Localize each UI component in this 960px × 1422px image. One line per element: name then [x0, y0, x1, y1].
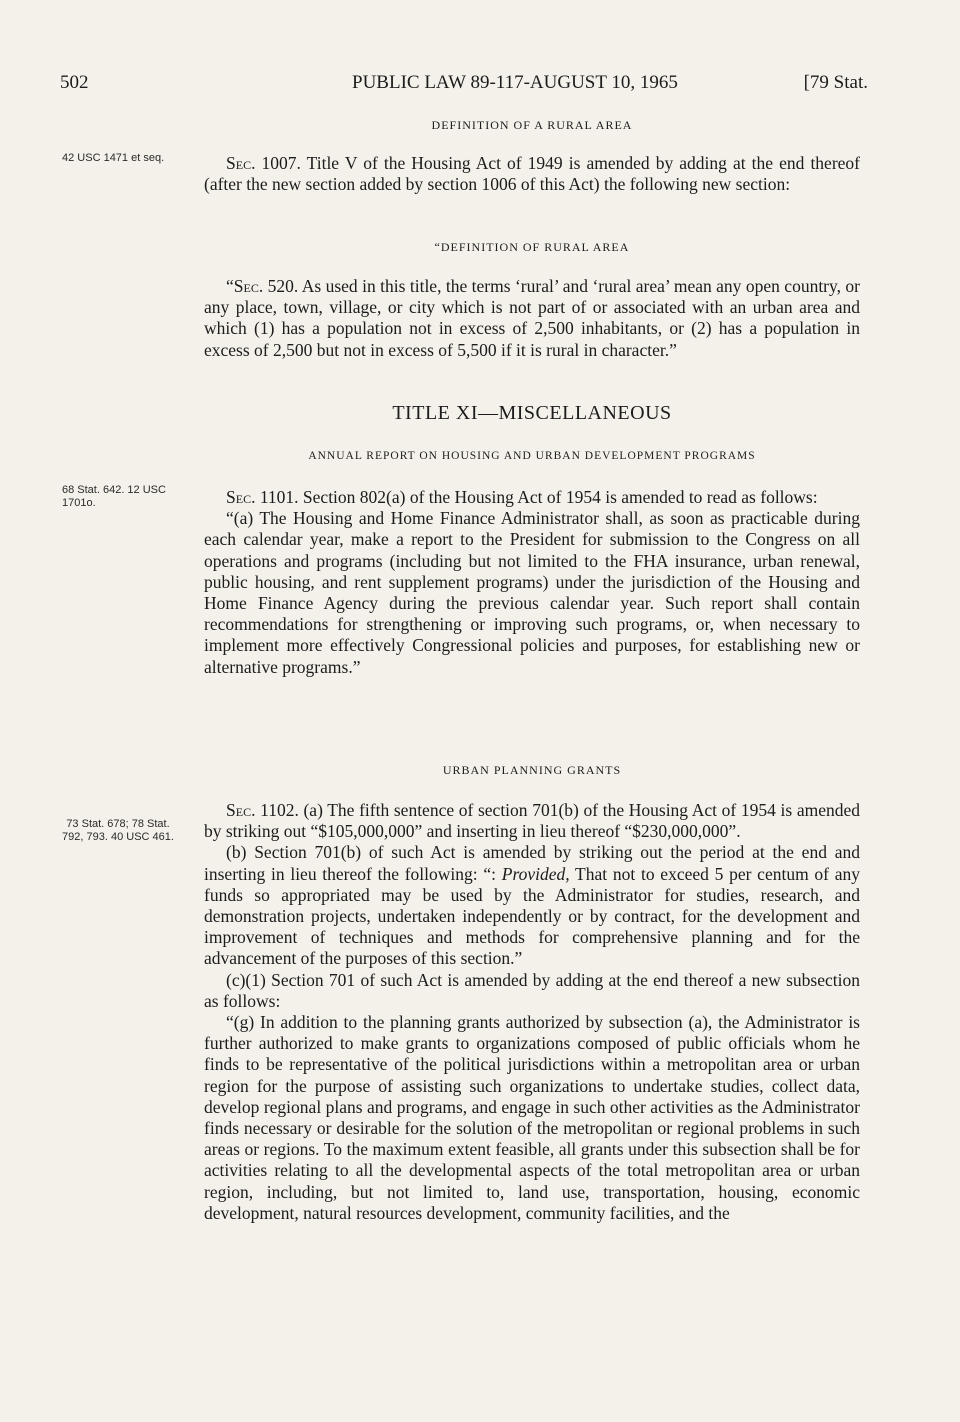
page-number: 502 [60, 72, 89, 93]
section-520-body [204, 276, 860, 361]
section-1101-quoted: “(a) The Housing and Home Finance Administrator shall, as soon as practicable during each calendar year, make a report to the President for submission to the Congress on all operations and programs (including but not limited to the FHA insurance, urban renewal, public housing, and rent supplement programs) under the jurisdiction of the Housing and Home Finance Agency during the previous calendar year. Such report shall contain recommendations for strengthening or improving such programs, or, when necessary to implement more effectively Congressional policies and purposes, for establishing new or alternative programs.” [204, 508, 860, 677]
section-1102-label: Sec. 1102. [226, 800, 299, 820]
section-1101-paragraph [204, 487, 860, 508]
section-1102-body [204, 800, 860, 1224]
section-1102-heading: URBAN PLANNING GRANTS [442, 763, 622, 777]
margin-note-1: 42 USC 1471 et seq. [62, 152, 165, 164]
section-520-text: As used in this title, the terms ‘rural’ and ‘rural area’ mean any open country, or any place, town, village, or city which is not part of or associated with an urban area and which (1) has a population not in excess of 2,500 inhabitants, or (2) has a population in excess of 2,500 but not in excess of 5,500 if it is rural in character.” [204, 276, 860, 360]
section-1007-text: Title V of the Housing Act of 1949 is amended by adding at the end thereof (after the new section added by section 1006 of this Act) the following new section: [204, 153, 860, 195]
running-head [60, 72, 868, 96]
section-1007-heading: DEFINITION OF A RURAL AREA [431, 118, 633, 132]
running-head-title: PUBLIC LAW 89-117-AUGUST 10, 1965 [352, 72, 678, 93]
section-1102-para-b [204, 842, 860, 969]
section-1102-para-a [204, 800, 860, 842]
section-1007-label: Sec. 1007. [226, 153, 301, 173]
section-1007-body [204, 153, 860, 195]
section-1102-para-c: (c)(1) Section 701 of such Act is amended by adding at the end thereof a new subsection as follows: [204, 969, 860, 1011]
running-head-stat: [79 Stat. [803, 72, 868, 93]
section-1101-label: Sec. 1101. [226, 487, 299, 507]
section-1101-heading: ANNUAL REPORT ON HOUSING AND URBAN DEVELOPMENT PROGRAMS [308, 450, 756, 462]
title-xi-heading: TITLE XI—MISCELLANEOUS [392, 402, 672, 424]
section-520-label: “Sec. 520. [226, 276, 299, 296]
section-1102-para-g: “(g) In addition to the planning grants authorized by subsection (a), the Administrator is further authorized to make grants to organizations composed of public officials whom he finds to be representative of the political jurisdictions within a metropolitan area or urban region for the purpose of assisting such organizations to undertake studies, collect data, develop regional plans and programs, and engage in such other activities as the Administrator finds necessary or desirable for the solution of the metropolitan or regional problems in such areas or regions. To the maximum extent feasible, all grants under this subsection shall be for activities relating to all the developmental aspects of the total metropolitan area or urban region, including, but not limited to, land use, transportation, housing, economic development, natural resources development, community facilities, and the [204, 1012, 860, 1223]
margin-note-3: 73 Stat. 678; 78 Stat. 792, 793. 40 USC 461. [62, 818, 174, 843]
section-1102-para-a-text: (a) The fifth sentence of section 701(b) of the Housing Act of 1954 is amended by striking out “$105,000,000” and inserting in lieu thereof “$230,000,000”. [204, 800, 861, 842]
para-b-start: (b) Section 701(b) of such Act is amended by striking out the period at the end and inserting in lieu thereof the following: “: [204, 842, 860, 884]
section-520-paragraph [204, 276, 860, 361]
section-1101-text: Section 802(a) of the Housing Act of 1954 is amended to read as follows: [302, 487, 818, 507]
para-b-end: That not to exceed 5 per centum of any funds so appropriated may be used by the Administrator for studies, research, and demonstration projects, undertaken independently or by contract, for the development and improvement of techniques and methods for comprehensive planning and for the advancement of the purposes of this section.” [204, 863, 861, 969]
para-b-italic: Provided, [501, 863, 570, 884]
quoted-section-heading: “DEFINITION OF RURAL AREA [434, 240, 630, 254]
margin-note-2: 68 Stat. 642. 12 USC 1701o. [62, 484, 166, 509]
section-1007-paragraph [204, 153, 860, 195]
section-1101-body [204, 487, 860, 678]
